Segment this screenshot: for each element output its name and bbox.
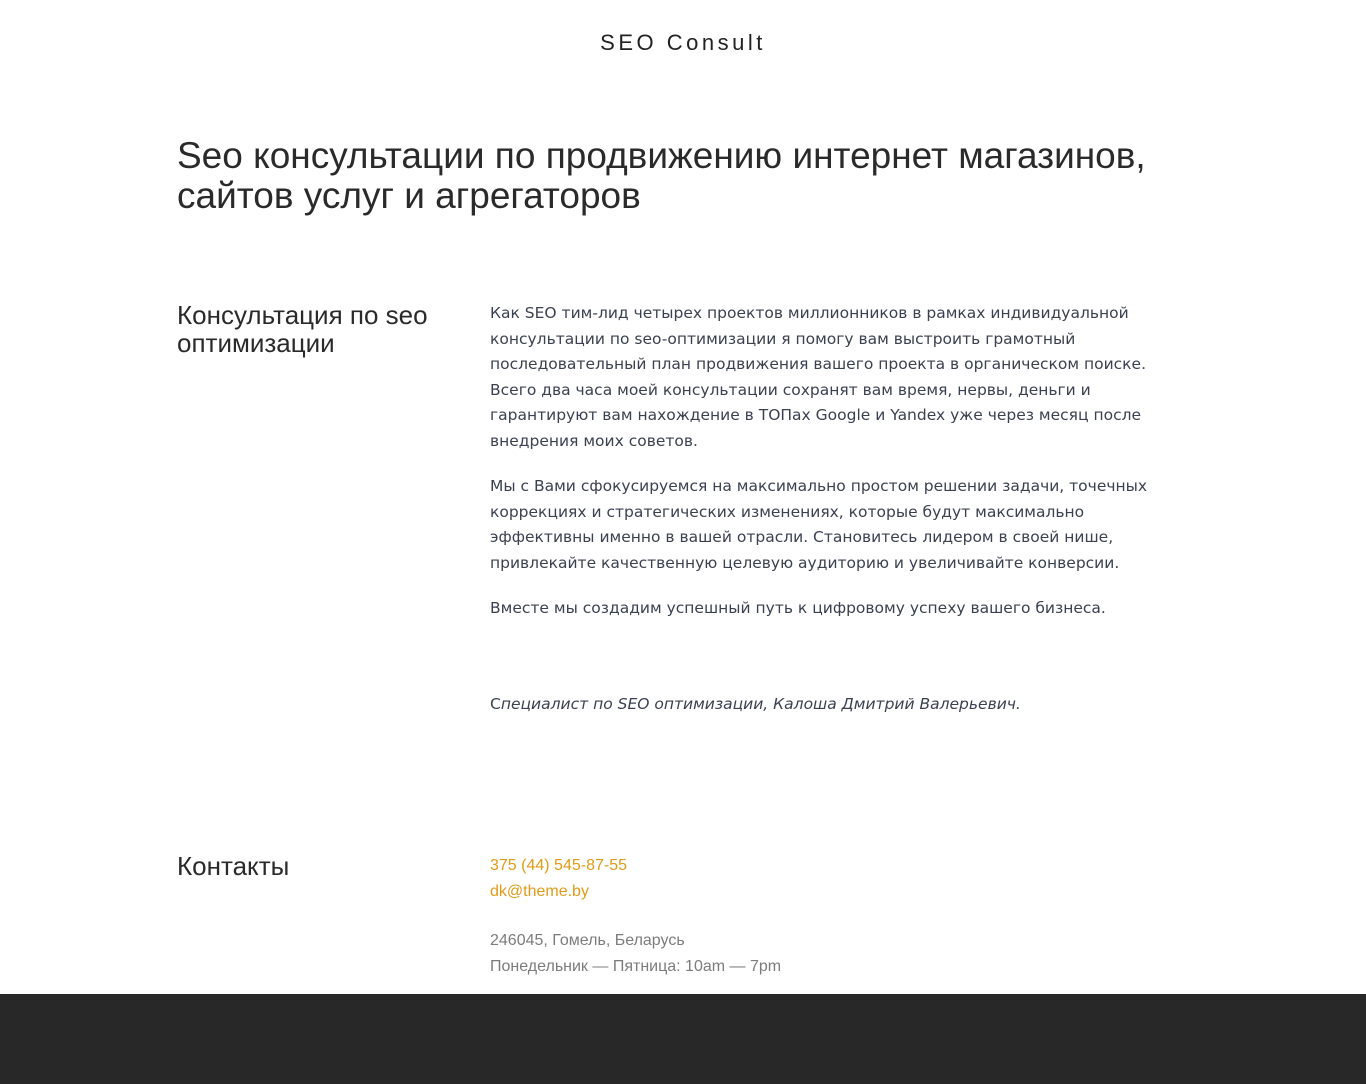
consultation-paragraph: Вместе мы создадим успешный путь к цифровому успеху вашего бизнеса. xyxy=(490,599,1106,617)
contact-spacer xyxy=(490,905,990,928)
page-title: Seo консультации по продвижению интернет магазинов, сайтов услуг и агрегаторов xyxy=(177,135,1146,216)
signature-initial: С xyxy=(490,695,501,713)
contacts-heading: Контакты xyxy=(177,851,290,881)
footer xyxy=(0,994,1366,1084)
consultation-paragraph: Как SEO тим-лид четырех проектов миллионников в рамках индивидуальной консультации по seo-оптимизации я помогу вам выстроить грамотный последовательный план продвижения вашего проекта в органическом поиске. Всего два часа моей консультации сохранят вам время, нервы, деньги и гарантируют вам нахождение в ТОПах Google и Yandex уже через месяц после внедрения моих советов. xyxy=(490,304,1147,450)
specialist-signature xyxy=(490,692,1180,717)
consultation-paragraph: Мы с Вами сфокусируемся на максимально простом решении задачи, точечных коррекциях и стратегических изменениях, которые будут максимально эффективны именно в вашей отрасли. Становитесь лидером в своей нише, привлекайте качественную целевую аудиторию и увеличивайте конверсии. xyxy=(490,477,1148,572)
signature-text: пециалист по SEO оптимизации, Калоша Дмитрий Валерьевич. xyxy=(500,695,1021,713)
working-hours-text: Понедельник — Пятница: 10am — 7pm xyxy=(490,958,782,975)
email-link[interactable]: dk@theme.by xyxy=(490,883,589,900)
consultation-heading: Консультация по seo оптимизации xyxy=(177,300,428,358)
address-text: 246045, Гомель, Беларусь xyxy=(490,932,685,949)
phone-link[interactable]: 375 (44) 545-87-55 xyxy=(490,857,627,874)
contact-details xyxy=(490,853,990,980)
site-brand[interactable]: SEO Consult xyxy=(600,30,766,55)
consultation-text xyxy=(490,301,1180,642)
